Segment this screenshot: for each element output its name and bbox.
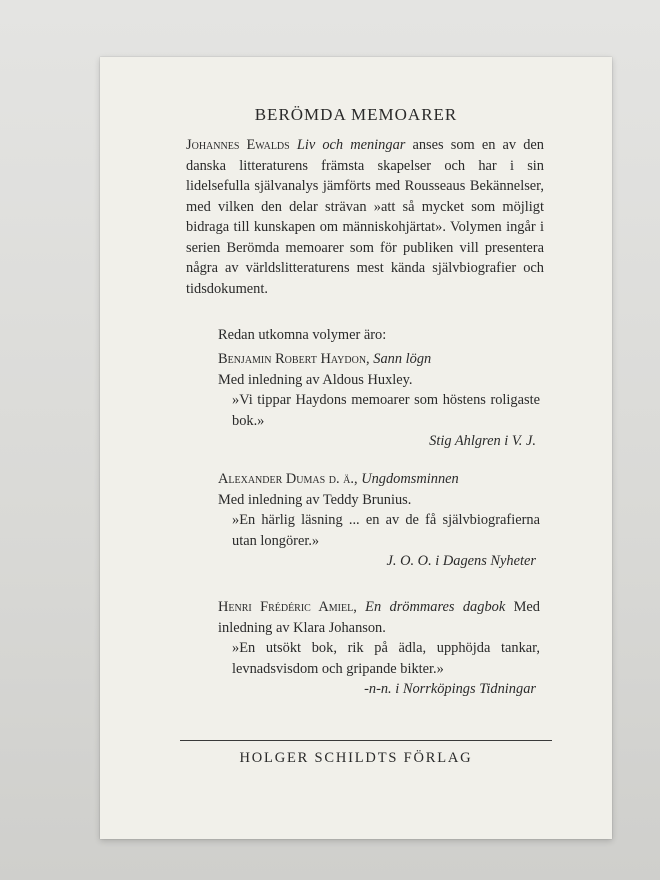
volume-title: Sann lögn [373,351,432,367]
volume-attribution: J. O. O. i Dagens Nyheter [386,553,536,569]
volume-entry [218,597,540,700]
book-back-cover [100,57,612,839]
volume-author: Henri Frédéric Amiel, [218,599,357,615]
series-title: BERÖMDA MEMOARER [254,105,458,124]
volume-title: Ungdomsminnen [361,471,459,487]
volume-quote: »En härlig läsning ... en av de få självbiografierna utan longörer.» [232,512,540,549]
volume-introduction: Med inledning av Aldous Huxley. [218,371,413,388]
volume-entry [218,469,540,572]
volume-list-intro [218,325,540,346]
intro-paragraph [186,135,544,299]
list-intro-text: Redan utkomna volymer äro: [218,327,387,343]
publisher-name: HOLGER SCHILDTS FÖRLAG [239,750,473,766]
volume-title: En drömmares dagbok [365,599,506,615]
volume-introduction: Med inledning av Teddy Brunius. [218,491,412,508]
volume-entry [218,349,540,452]
volume-attribution: Stig Ahlgren i V. J. [429,433,536,449]
volume-introduction: Med inledning av Klara Johanson. [218,599,540,636]
volume-author: Alexander Dumas d. ä., [218,471,358,487]
intro-text: anses som en av den danska litteraturens främsta skapelser och har i sin lidelsefulla självanalys jämförts med Rousseaus Bekännelser, med vilken den delar strävan »att så mycket som möjligt bidraga till kunskapen om människohjärtat». Volymen ingår i serien Berömda memoarer som för publiken vill presentera några av världslitteraturens mest kända självbiografier och tidsdokument. [186,137,544,297]
volume-attribution: -n-n. i Norrköpings Tidningar [364,681,536,697]
volume-author: Benjamin Robert Haydon, [218,351,370,367]
volume-quote: »Vi tippar Haydons memoarer som höstens roligaste bok.» [232,392,540,429]
divider-rule [180,740,552,741]
volume-quote: »En utsökt bok, rik på ädla, upphöjda tankar, levnadsvisdom och gripande bikter.» [232,640,540,677]
intro-author: Johannes Ewalds [186,137,290,153]
intro-work-title: Liv och meningar [296,137,406,153]
